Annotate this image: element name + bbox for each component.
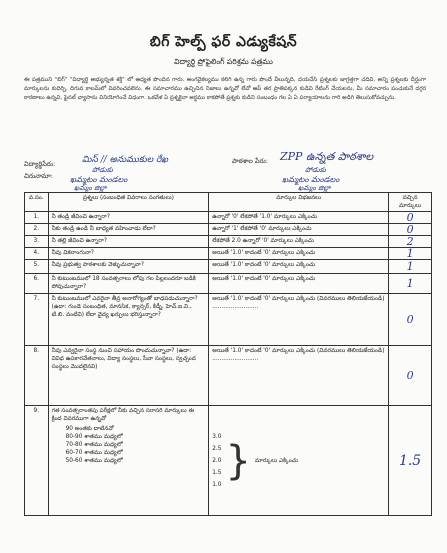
page-subtitle: విద్యార్థి ప్రోఫైలింగ్ పరిశ్రమ పత్రము (174, 57, 273, 66)
row-question: నీవు వికలాంగునా? (48, 248, 209, 260)
row-score: 2 (389, 236, 432, 248)
col-header-question: ప్రశ్నలు (సంబంధిత వివరాలు సంగతులు) (48, 193, 209, 212)
row-number: 6. (25, 274, 49, 294)
school-address-line-3: ఖమ్మం జిల్లా (298, 184, 331, 192)
scale-value: 2.0 (212, 457, 222, 464)
marks-band: 80-90 శాతము మధ్యలో (65, 434, 123, 440)
row-marks-rule: అయితే '1.0' కాదంటే '0' మార్కులు ఎక్కించు (209, 248, 389, 260)
row-number: 4. (25, 248, 49, 260)
row-marks-rule: ఉన్నారో '1' లేకపోతే '0' మార్కులు ఎక్కించు (209, 224, 389, 236)
row-question: నీ తండ్రి జీవించి ఉన్నారా? (48, 212, 209, 224)
row-score: 1 (389, 248, 432, 260)
address-line-1: పోడుకు (92, 166, 113, 174)
row-marks-rule: అయితే '1.0' కాదంటే '0' మార్కులు ఎక్కించు (వివరములు తెలియజేయండి) ......................... (209, 294, 389, 346)
student-name-value: మిస్ // అనుముకుల రేఖ (82, 155, 169, 165)
row-number: 8. (25, 346, 49, 406)
table-row (25, 260, 432, 274)
row-number: 9. (25, 406, 49, 516)
row-number: 7. (25, 294, 49, 346)
row-score: 0 (389, 224, 432, 236)
row-marks-rule: అయితే '1.0' కాదంటే '0' మార్కులు ఎక్కించు (209, 274, 389, 294)
address-line-2: ఖమ్మటం మండలం (70, 175, 128, 184)
marks-band: 50-60 శాతము మధ్యలో (65, 458, 123, 464)
student-name-label: విద్యార్థిపేరు: (24, 160, 56, 168)
row-number: 5. (25, 260, 49, 274)
row-question: నీకు తండ్రి ఉండి నీ బాధ్యత వహించాడు లేదా? (48, 224, 209, 236)
school-name-label: పాఠశాల పేరు: (232, 157, 268, 165)
marks-band: 90 అంతకు దాటినవో (65, 426, 114, 432)
row-marks-rule: లేకపోతే 2.0 ఉన్నారో '0' మార్కులు ఎక్కించు (209, 236, 389, 248)
col-header-no: వ.సం. (25, 193, 49, 212)
scale-value: 2.5 (212, 445, 222, 452)
row-number: 1. (25, 212, 49, 224)
row-score: 0 (389, 346, 432, 406)
table-row (25, 274, 432, 294)
brace-icon: } (225, 437, 251, 484)
profiling-table (24, 192, 432, 516)
table-row (25, 236, 432, 248)
scale-value: 3.0 (212, 433, 222, 440)
row-question: నీవు ప్రభుత్వ పాఠశాలకు వెళ్ళుచున్నావా? (48, 260, 209, 274)
row-score: 0 (389, 212, 432, 224)
table-row (25, 212, 432, 224)
scale-value: 1.0 (212, 481, 222, 488)
address-label: చిరునామా: (24, 172, 53, 180)
marks-band: 70-80 శాతము మధ్యలో (65, 442, 123, 448)
row-marks-rule: అయితే '1.0' కాదంటే '0' మార్కులు ఎక్కించు (209, 260, 389, 274)
col-header-marks: మార్కుల విభజనలు (209, 193, 389, 212)
row-marks-rule: ఉన్నారో '0' లేకపోతే '1.0' మార్కులు ఎక్కించు (209, 212, 389, 224)
row-score: 1.5 (389, 406, 432, 516)
row-score: 1 (389, 260, 432, 274)
row-question-marks-bands (48, 406, 209, 516)
school-address-line-2: ఖమ్మటం మండలం (282, 175, 340, 184)
scale-values (212, 431, 221, 491)
address-line-3: ఖమ్మం జిల్లా (74, 184, 107, 192)
intro-paragraph: ఈ పత్రముని "బిగ్" "విద్యార్థి అభ్యున్నత శక్తి" లో ఆధ్యత పొందిన గారు. అంగవైకల్యము కలిగి ఉన్న గారు పొందే వీలున్నది, దయచేసి ప్రశ్నలకు జాగ్రత్తగా చదివి, అన్ని ప్రశ్నలకు దీర్ఘంగా మార్కులను కుదిర్చి, దిగువ కాలమ్‌లో వివరించవలెను. ఈ సమాచారము ఉచ్చిచిన నిజాలు ఉన్నవో లేవో ఆప్ తర ప్రాతిపక్కన కుడివి రేటింగ్ చేయలను, మీ సమాచారం పంచుకునే దగ్గర కారణాలు ఉన్నవి, ఫైనల్ వ్యాసాను వినియోగించే విధంగా. ఒకవేళ ఏ ప్రశ్నకైనా అర్థము కాకపోతే ప్రశ్నకు కుడిని సంబంధం గల ఏ ఏ పర్యాయాలను గారి అడిగి తెలుసుకోవచ్చును. (24, 77, 426, 102)
table-header-row (25, 193, 432, 212)
row-marks-rule: మార్కులు ఎక్కించు (254, 457, 299, 464)
row-marks-rule: అయితే '1.0' కాదంటే '0' మార్కులు ఎక్కించు (వివరములు తెలియజేయండి) ......................... (209, 346, 389, 406)
marks-band-list (52, 425, 206, 465)
row-marks-scale (209, 406, 389, 516)
row-question: నీ తల్లి జీవించి ఉన్నారా? (48, 236, 209, 248)
row-number: 2. (25, 224, 49, 236)
marks-band: 60-70 శాతము మధ్యలో (65, 450, 123, 456)
row-question: నీ కుటుంబములో 18 సంవత్సరాలు లోపు గల పిల్లలందరూ బడికి పోవుచున్నారా? (48, 274, 209, 294)
table-row (25, 294, 432, 346)
scale-wrap (212, 431, 385, 491)
row-question: నీ కుటుంబములో ఎవరైనా తీవ్ర అనారోగ్యంతో బాధపడుచున్నారా? (ఉదా: గుండె సంబంధిత, మానసిక, క్యాన్సర్, కిడ్నీ, హెచ్.ఐ.వి., టి.బి. వంటివి) లేదా వైద్య ఖర్చులు భరిస్తున్నారా? (48, 294, 209, 346)
page-title: బిగ్ హెల్ప్ ఫర్ ఎడ్యుకేషన్ (149, 34, 298, 50)
row-score: 1 (389, 274, 432, 294)
table-row (25, 248, 432, 260)
col-header-score: వచ్చిన మార్కులు (389, 193, 432, 212)
school-name-value: ZPP ఉన్నత పాఠశాల (280, 150, 374, 163)
row-question: నీవు ఎవ్వరైనా సంస్థ నుంచి సహాయం పొందుచున్నావా? (ఉదా: వివిధ ఉపకారవేతనాలు, విద్యా సంస్థలు, సేవా సంస్థలు, స్వచ్ఛంద సంస్థలు మొదలైనవి) (48, 346, 209, 406)
row-number: 3. (25, 236, 49, 248)
scale-value: 1.5 (212, 469, 222, 476)
table-row (25, 406, 432, 516)
row-score: 0 (389, 294, 432, 346)
school-address-line-1: పోడుకు (305, 166, 326, 174)
row-question: గత సంవత్సరాంతపు పరీక్షలో నీకు వచ్చిన సరాసరి మార్కులు ఈ క్రింద వివరముగా ఉన్నవో (51, 408, 195, 422)
table-row (25, 224, 432, 236)
table-row (25, 346, 432, 406)
